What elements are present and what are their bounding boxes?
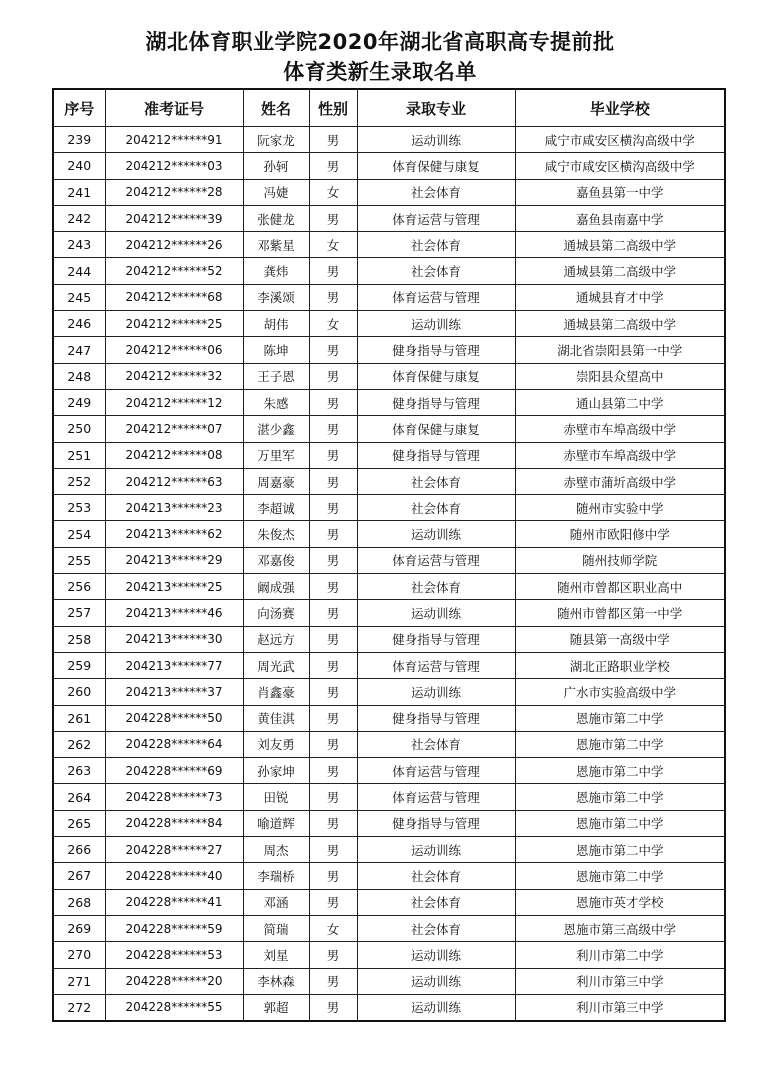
cell-name: 喻道辉 — [243, 810, 309, 836]
cell-exam-id: 204228******50 — [105, 705, 243, 731]
cell-major: 健身指导与管理 — [357, 442, 515, 468]
cell-gender: 女 — [309, 311, 357, 337]
cell-gender: 男 — [309, 442, 357, 468]
column-header-exam-id: 准考证号 — [105, 89, 243, 127]
cell-major: 体育运营与管理 — [357, 284, 515, 310]
table-row — [53, 153, 725, 179]
cell-gender: 男 — [309, 258, 357, 284]
table-row — [53, 731, 725, 757]
cell-exam-id: 204228******55 — [105, 994, 243, 1021]
cell-gender: 男 — [309, 942, 357, 968]
cell-exam-id: 204228******59 — [105, 915, 243, 941]
cell-name: 肖鑫豪 — [243, 679, 309, 705]
cell-seq: 259 — [53, 652, 105, 678]
cell-seq: 255 — [53, 547, 105, 573]
cell-exam-id: 204212******63 — [105, 468, 243, 494]
cell-name: 万里军 — [243, 442, 309, 468]
cell-exam-id: 204212******26 — [105, 232, 243, 258]
cell-gender: 女 — [309, 232, 357, 258]
table-row — [53, 837, 725, 863]
cell-school: 随州市欧阳修中学 — [515, 521, 725, 547]
table-row — [53, 968, 725, 994]
cell-exam-id: 204212******03 — [105, 153, 243, 179]
cell-exam-id: 204212******25 — [105, 311, 243, 337]
cell-major: 社会体育 — [357, 495, 515, 521]
cell-name: 郭超 — [243, 994, 309, 1021]
cell-major: 体育保健与康复 — [357, 363, 515, 389]
cell-name: 周杰 — [243, 837, 309, 863]
cell-exam-id: 204228******69 — [105, 758, 243, 784]
cell-major: 体育保健与康复 — [357, 153, 515, 179]
cell-school: 恩施市第二中学 — [515, 837, 725, 863]
cell-exam-id: 204213******30 — [105, 626, 243, 652]
column-header-major: 录取专业 — [357, 89, 515, 127]
cell-seq: 258 — [53, 626, 105, 652]
cell-gender: 女 — [309, 915, 357, 941]
cell-major: 运动训练 — [357, 837, 515, 863]
cell-school: 利川市第三中学 — [515, 994, 725, 1021]
cell-seq: 251 — [53, 442, 105, 468]
cell-exam-id: 204212******06 — [105, 337, 243, 363]
cell-gender: 男 — [309, 363, 357, 389]
cell-major: 运动训练 — [357, 600, 515, 626]
cell-major: 健身指导与管理 — [357, 389, 515, 415]
cell-name: 赵远方 — [243, 626, 309, 652]
cell-seq: 250 — [53, 416, 105, 442]
cell-major: 体育运营与管理 — [357, 758, 515, 784]
cell-major: 运动训练 — [357, 127, 515, 153]
cell-seq: 268 — [53, 889, 105, 915]
cell-seq: 256 — [53, 574, 105, 600]
table-row — [53, 389, 725, 415]
header-row — [53, 89, 725, 127]
cell-gender: 男 — [309, 731, 357, 757]
cell-gender: 男 — [309, 652, 357, 678]
cell-school: 随州技师学院 — [515, 547, 725, 573]
cell-gender: 男 — [309, 468, 357, 494]
cell-major: 健身指导与管理 — [357, 810, 515, 836]
cell-exam-id: 204213******25 — [105, 574, 243, 600]
cell-major: 运动训练 — [357, 994, 515, 1021]
cell-seq: 267 — [53, 863, 105, 889]
cell-exam-id: 204213******29 — [105, 547, 243, 573]
cell-gender: 男 — [309, 205, 357, 231]
cell-name: 邓嘉俊 — [243, 547, 309, 573]
cell-major: 体育运营与管理 — [357, 652, 515, 678]
cell-name: 孙家坤 — [243, 758, 309, 784]
table-row — [53, 495, 725, 521]
cell-exam-id: 204228******41 — [105, 889, 243, 915]
cell-major: 社会体育 — [357, 731, 515, 757]
cell-exam-id: 204213******77 — [105, 652, 243, 678]
cell-exam-id: 204212******39 — [105, 205, 243, 231]
cell-gender: 男 — [309, 495, 357, 521]
cell-school: 恩施市第二中学 — [515, 758, 725, 784]
cell-name: 龚炜 — [243, 258, 309, 284]
cell-exam-id: 204228******20 — [105, 968, 243, 994]
cell-major: 社会体育 — [357, 915, 515, 941]
cell-name: 孙轲 — [243, 153, 309, 179]
cell-seq: 246 — [53, 311, 105, 337]
cell-gender: 男 — [309, 626, 357, 652]
cell-school: 赤壁市车埠高级中学 — [515, 442, 725, 468]
cell-gender: 男 — [309, 284, 357, 310]
cell-gender: 男 — [309, 153, 357, 179]
cell-gender: 男 — [309, 127, 357, 153]
cell-seq: 270 — [53, 942, 105, 968]
cell-school: 通山县第二中学 — [515, 389, 725, 415]
cell-seq: 245 — [53, 284, 105, 310]
cell-exam-id: 204228******64 — [105, 731, 243, 757]
cell-seq: 244 — [53, 258, 105, 284]
table-row — [53, 547, 725, 573]
cell-school: 通城县第二高级中学 — [515, 232, 725, 258]
cell-school: 恩施市第二中学 — [515, 784, 725, 810]
cell-seq: 247 — [53, 337, 105, 363]
cell-school: 恩施市第三高级中学 — [515, 915, 725, 941]
cell-school: 崇阳县众望高中 — [515, 363, 725, 389]
cell-major: 健身指导与管理 — [357, 626, 515, 652]
cell-seq: 257 — [53, 600, 105, 626]
cell-major: 运动训练 — [357, 942, 515, 968]
cell-major: 运动训练 — [357, 968, 515, 994]
cell-exam-id: 204212******68 — [105, 284, 243, 310]
cell-seq: 249 — [53, 389, 105, 415]
cell-exam-id: 204213******37 — [105, 679, 243, 705]
cell-name: 向汤赛 — [243, 600, 309, 626]
cell-major: 健身指导与管理 — [357, 337, 515, 363]
table-row — [53, 574, 725, 600]
table-row — [53, 127, 725, 153]
table-row — [53, 284, 725, 310]
cell-seq: 271 — [53, 968, 105, 994]
cell-school: 恩施市第二中学 — [515, 810, 725, 836]
cell-name: 冯婕 — [243, 179, 309, 205]
cell-school: 赤壁市车埠高级中学 — [515, 416, 725, 442]
table-row — [53, 311, 725, 337]
table-row — [53, 810, 725, 836]
table-row — [53, 784, 725, 810]
cell-exam-id: 204213******62 — [105, 521, 243, 547]
cell-name: 周嘉豪 — [243, 468, 309, 494]
cell-gender: 男 — [309, 705, 357, 731]
cell-name: 湛少鑫 — [243, 416, 309, 442]
table-header — [53, 89, 725, 127]
cell-school: 嘉鱼县南嘉中学 — [515, 205, 725, 231]
cell-gender: 男 — [309, 863, 357, 889]
table-row — [53, 179, 725, 205]
cell-name: 李林森 — [243, 968, 309, 994]
cell-school: 通城县育才中学 — [515, 284, 725, 310]
cell-major: 运动训练 — [357, 311, 515, 337]
cell-name: 阮家龙 — [243, 127, 309, 153]
table-row — [53, 863, 725, 889]
cell-exam-id: 204212******12 — [105, 389, 243, 415]
cell-major: 体育保健与康复 — [357, 416, 515, 442]
cell-major: 社会体育 — [357, 889, 515, 915]
cell-school: 咸宁市咸安区横沟高级中学 — [515, 153, 725, 179]
cell-school: 赤壁市蒲圻高级中学 — [515, 468, 725, 494]
cell-gender: 女 — [309, 179, 357, 205]
cell-name: 朱俊杰 — [243, 521, 309, 547]
cell-major: 体育运营与管理 — [357, 784, 515, 810]
cell-gender: 男 — [309, 837, 357, 863]
cell-name: 邓紫星 — [243, 232, 309, 258]
cell-seq: 248 — [53, 363, 105, 389]
cell-major: 社会体育 — [357, 258, 515, 284]
cell-exam-id: 204228******73 — [105, 784, 243, 810]
cell-exam-id: 204212******28 — [105, 179, 243, 205]
column-header-school: 毕业学校 — [515, 89, 725, 127]
table-row — [53, 679, 725, 705]
cell-school: 通城县第二高级中学 — [515, 258, 725, 284]
cell-name: 李溪颂 — [243, 284, 309, 310]
cell-school: 利川市第二中学 — [515, 942, 725, 968]
column-header-gender: 性别 — [309, 89, 357, 127]
cell-gender: 男 — [309, 547, 357, 573]
cell-school: 恩施市英才学校 — [515, 889, 725, 915]
cell-major: 社会体育 — [357, 574, 515, 600]
cell-seq: 243 — [53, 232, 105, 258]
cell-seq: 260 — [53, 679, 105, 705]
cell-major: 体育运营与管理 — [357, 205, 515, 231]
table-row — [53, 915, 725, 941]
cell-exam-id: 204212******07 — [105, 416, 243, 442]
table-row — [53, 994, 725, 1021]
cell-gender: 男 — [309, 574, 357, 600]
cell-name: 李超诚 — [243, 495, 309, 521]
cell-school: 随州市曾都区职业高中 — [515, 574, 725, 600]
table-row — [53, 705, 725, 731]
cell-gender: 男 — [309, 758, 357, 784]
cell-gender: 男 — [309, 416, 357, 442]
cell-exam-id: 204228******53 — [105, 942, 243, 968]
cell-name: 朱感 — [243, 389, 309, 415]
cell-exam-id: 204213******46 — [105, 600, 243, 626]
cell-major: 社会体育 — [357, 232, 515, 258]
cell-school: 嘉鱼县第一中学 — [515, 179, 725, 205]
cell-seq: 242 — [53, 205, 105, 231]
cell-school: 咸宁市咸安区横沟高级中学 — [515, 127, 725, 153]
cell-seq: 240 — [53, 153, 105, 179]
table-row — [53, 205, 725, 231]
cell-seq: 266 — [53, 837, 105, 863]
table-row — [53, 758, 725, 784]
cell-major: 体育运营与管理 — [357, 547, 515, 573]
cell-seq: 264 — [53, 784, 105, 810]
table-row — [53, 442, 725, 468]
table-row — [53, 600, 725, 626]
cell-name: 张健龙 — [243, 205, 309, 231]
cell-seq: 239 — [53, 127, 105, 153]
document-title: 湖北体育职业学院2020年湖北省高职高专提前批 — [145, 30, 615, 54]
cell-gender: 男 — [309, 810, 357, 836]
cell-school: 广水市实验高级中学 — [515, 679, 725, 705]
table-row — [53, 468, 725, 494]
cell-major: 社会体育 — [357, 468, 515, 494]
cell-seq: 261 — [53, 705, 105, 731]
cell-name: 邓涵 — [243, 889, 309, 915]
cell-school: 湖北省崇阳县第一中学 — [515, 337, 725, 363]
cell-gender: 男 — [309, 521, 357, 547]
cell-major: 运动训练 — [357, 679, 515, 705]
cell-exam-id: 204228******40 — [105, 863, 243, 889]
cell-name: 李瑞桥 — [243, 863, 309, 889]
cell-school: 湖北正路职业学校 — [515, 652, 725, 678]
table-row — [53, 258, 725, 284]
column-header-name: 姓名 — [243, 89, 309, 127]
cell-exam-id: 204228******84 — [105, 810, 243, 836]
cell-seq: 263 — [53, 758, 105, 784]
cell-school: 随州市实验中学 — [515, 495, 725, 521]
cell-seq: 265 — [53, 810, 105, 836]
cell-seq: 252 — [53, 468, 105, 494]
cell-name: 阚成强 — [243, 574, 309, 600]
cell-exam-id: 204212******91 — [105, 127, 243, 153]
cell-school: 恩施市第二中学 — [515, 863, 725, 889]
cell-seq: 254 — [53, 521, 105, 547]
cell-seq: 269 — [53, 915, 105, 941]
cell-exam-id: 204212******08 — [105, 442, 243, 468]
column-header-seq: 序号 — [53, 89, 105, 127]
cell-name: 田锐 — [243, 784, 309, 810]
cell-exam-id: 204212******52 — [105, 258, 243, 284]
cell-major: 运动训练 — [357, 521, 515, 547]
cell-exam-id: 204213******23 — [105, 495, 243, 521]
cell-major: 社会体育 — [357, 863, 515, 889]
cell-gender: 男 — [309, 679, 357, 705]
table-row — [53, 626, 725, 652]
cell-name: 刘星 — [243, 942, 309, 968]
cell-name: 刘友勇 — [243, 731, 309, 757]
cell-name: 黄佳淇 — [243, 705, 309, 731]
document-subtitle: 体育类新生录取名单 — [283, 60, 477, 84]
table-row — [53, 942, 725, 968]
table-row — [53, 889, 725, 915]
cell-gender: 男 — [309, 968, 357, 994]
table-row — [53, 232, 725, 258]
table-row — [53, 521, 725, 547]
cell-seq: 272 — [53, 994, 105, 1021]
table-row — [53, 337, 725, 363]
cell-gender: 男 — [309, 994, 357, 1021]
cell-exam-id: 204212******32 — [105, 363, 243, 389]
cell-gender: 男 — [309, 889, 357, 915]
cell-name: 周光武 — [243, 652, 309, 678]
cell-seq: 253 — [53, 495, 105, 521]
cell-school: 恩施市第二中学 — [515, 731, 725, 757]
table-row — [53, 652, 725, 678]
cell-seq: 262 — [53, 731, 105, 757]
cell-school: 恩施市第二中学 — [515, 705, 725, 731]
cell-name: 胡伟 — [243, 311, 309, 337]
cell-exam-id: 204228******27 — [105, 837, 243, 863]
cell-school: 随州市曾都区第一中学 — [515, 600, 725, 626]
cell-name: 陈坤 — [243, 337, 309, 363]
cell-school: 利川市第三中学 — [515, 968, 725, 994]
cell-school: 通城县第二高级中学 — [515, 311, 725, 337]
cell-gender: 男 — [309, 600, 357, 626]
cell-name: 王子恩 — [243, 363, 309, 389]
admission-table — [52, 88, 726, 1022]
table-row — [53, 363, 725, 389]
cell-major: 健身指导与管理 — [357, 705, 515, 731]
table-body — [53, 127, 725, 1022]
cell-major: 社会体育 — [357, 179, 515, 205]
cell-gender: 男 — [309, 389, 357, 415]
cell-seq: 241 — [53, 179, 105, 205]
cell-gender: 男 — [309, 337, 357, 363]
cell-name: 简瑞 — [243, 915, 309, 941]
cell-school: 随县第一高级中学 — [515, 626, 725, 652]
table-row — [53, 416, 725, 442]
cell-gender: 男 — [309, 784, 357, 810]
